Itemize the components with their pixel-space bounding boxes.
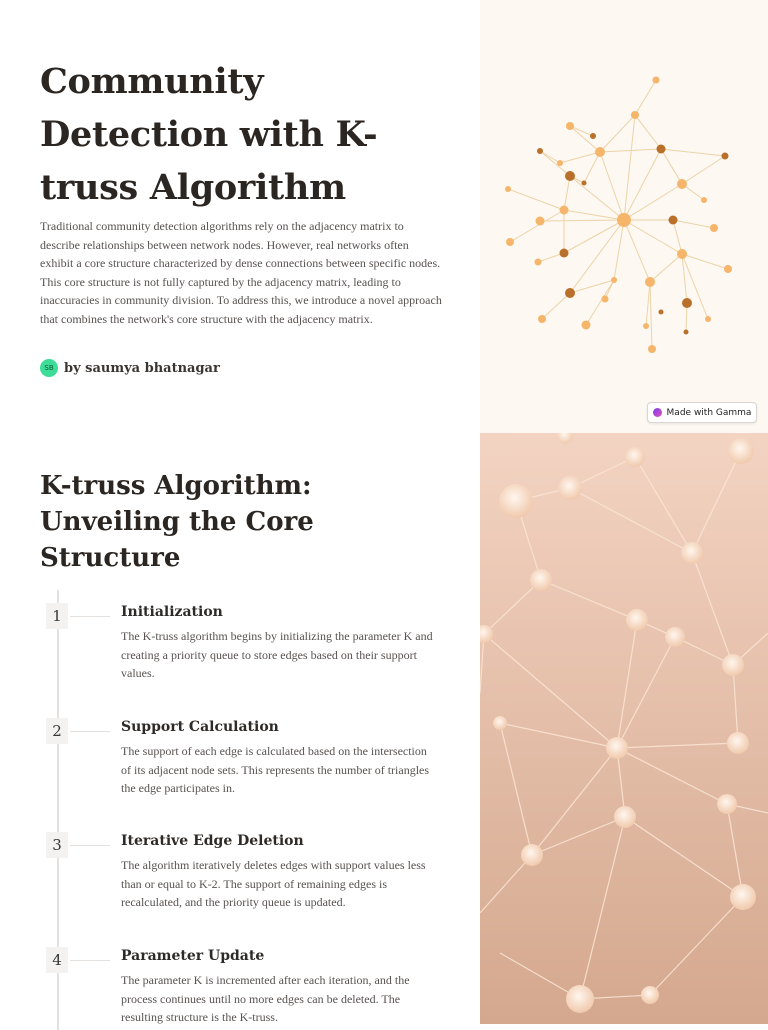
- step-title: Parameter Update: [121, 948, 265, 964]
- ktruss-slide: [0, 433, 768, 1024]
- step-number: 1: [46, 603, 68, 629]
- step-connector: [70, 845, 110, 846]
- author-byline[interactable]: [40, 359, 220, 377]
- section-title: K-truss Algorithm: Unveiling the Core Structure: [40, 471, 314, 573]
- step-number: 2: [46, 718, 68, 744]
- page-title: Community Detection with K-truss Algorithm: [40, 61, 378, 208]
- network-photo-graphic: [480, 433, 768, 1024]
- network-photo: [480, 433, 768, 1024]
- badge-label: Made with Gamma: [666, 407, 752, 418]
- made-with-gamma-button[interactable]: [647, 402, 757, 423]
- step-number: 4: [46, 947, 68, 973]
- title-slide: [0, 0, 768, 433]
- network-illustration: [480, 0, 768, 433]
- step-title: Initialization: [121, 604, 223, 620]
- step-connector: [70, 960, 110, 961]
- author-name: by saumya bhatnagar: [64, 360, 220, 376]
- intro-paragraph: Traditional community detection algorithms rely on the adjacency matrix to describe relationships between network nodes. However, real networks often exhibit a core structure characterized by dense connections between specific nodes. This core structure is not fully captured by the adjacency matrix, leading to inaccuracies in community division. To address this, we introduce a novel approach that combines the network's core structure with the adjacency matrix.: [40, 219, 442, 326]
- step-description: The K-truss algorithm begins by initializing the parameter K and creating a priority queue to store edges based on their support values.: [121, 629, 433, 680]
- avatar: SB: [40, 359, 58, 377]
- gamma-logo-icon: [653, 408, 662, 417]
- step-number: 3: [46, 832, 68, 858]
- step-connector: [70, 731, 110, 732]
- step-description: The parameter K is incremented after each iteration, and the process continues until no more edges can be deleted. The resulting structure is the K-truss.: [121, 973, 410, 1024]
- step-title: Support Calculation: [121, 719, 279, 735]
- step-description: The algorithm iteratively deletes edges with support values less than or equal to K-2. The support of remaining edges is recalculated, and the priority queue is updated.: [121, 858, 426, 909]
- step-title: Iterative Edge Deletion: [121, 833, 304, 849]
- step-description: The support of each edge is calculated based on the intersection of its adjacent node sets. This represents the number of triangles the edge participates in.: [121, 744, 430, 795]
- step-connector: [70, 616, 110, 617]
